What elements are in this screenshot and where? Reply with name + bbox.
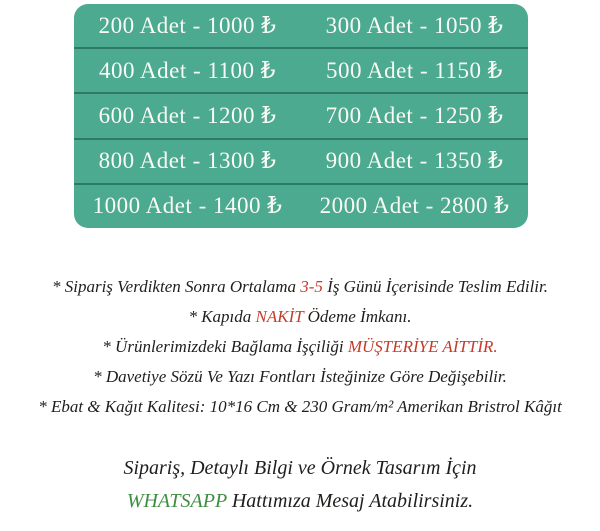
price-table <box>74 4 528 228</box>
notes-section <box>0 272 600 422</box>
price-row <box>74 4 528 47</box>
footer-line-order: Sipariş, Detaylı Bilgi ve Örnek Tasarım İçin <box>123 457 477 479</box>
note-delivery <box>0 272 600 302</box>
note-binding <box>0 332 600 362</box>
note-paper <box>0 392 600 422</box>
note-text: Ödeme İmkanı. <box>303 307 412 326</box>
price-row <box>74 138 528 183</box>
price-row <box>74 92 528 137</box>
note-highlight: MÜŞTERİYE AİTTİR. <box>347 337 498 356</box>
footer-section <box>0 452 600 518</box>
note-text: * Sipariş Verdikten Sonra Ortalama <box>52 277 301 296</box>
price-cell: 200 Adet - 1000 ₺ <box>98 12 277 38</box>
note-highlight: NAKİT <box>255 307 304 326</box>
note-text: * Ürünlerimizdeki Bağlama İşçiliği <box>102 337 348 356</box>
price-cell: 400 Adet - 1100 ₺ <box>99 57 276 83</box>
note-highlight: 3-5 <box>300 277 323 296</box>
price-cell: 300 Adet - 1050 ₺ <box>325 12 504 38</box>
price-row <box>74 47 528 92</box>
footer-line-whatsapp <box>0 485 600 518</box>
note-text: * Ebat & Kağıt Kalitesi: 10*16 Cm & 230 Gram/m² Amerikan Bristrol Kâğıt <box>38 397 562 416</box>
note-payment <box>0 302 600 332</box>
price-cell: 700 Adet - 1250 ₺ <box>325 103 504 128</box>
price-row <box>74 183 528 228</box>
footer-text: Hattımıza Mesaj Atabilirsiniz. <box>226 490 474 512</box>
price-cell: 1000 Adet - 1400 ₺ <box>92 193 283 219</box>
price-cell: 500 Adet - 1150 ₺ <box>326 57 503 83</box>
price-cell: 800 Adet - 1300 ₺ <box>98 148 277 174</box>
note-text: * Kapıda <box>188 307 256 326</box>
price-cell: 600 Adet - 1200 ₺ <box>98 103 277 128</box>
note-fonts <box>0 362 600 392</box>
price-cell: 2000 Adet - 2800 ₺ <box>319 193 510 219</box>
note-text: * Davetiye Sözü Ve Yazı Fontları İsteğinize Göre Değişebilir. <box>93 367 507 386</box>
price-cell: 900 Adet - 1350 ₺ <box>325 148 504 174</box>
note-text: İş Günü İçerisinde Teslim Edilir. <box>322 277 548 296</box>
whatsapp-label: WHATSAPP <box>126 490 227 512</box>
